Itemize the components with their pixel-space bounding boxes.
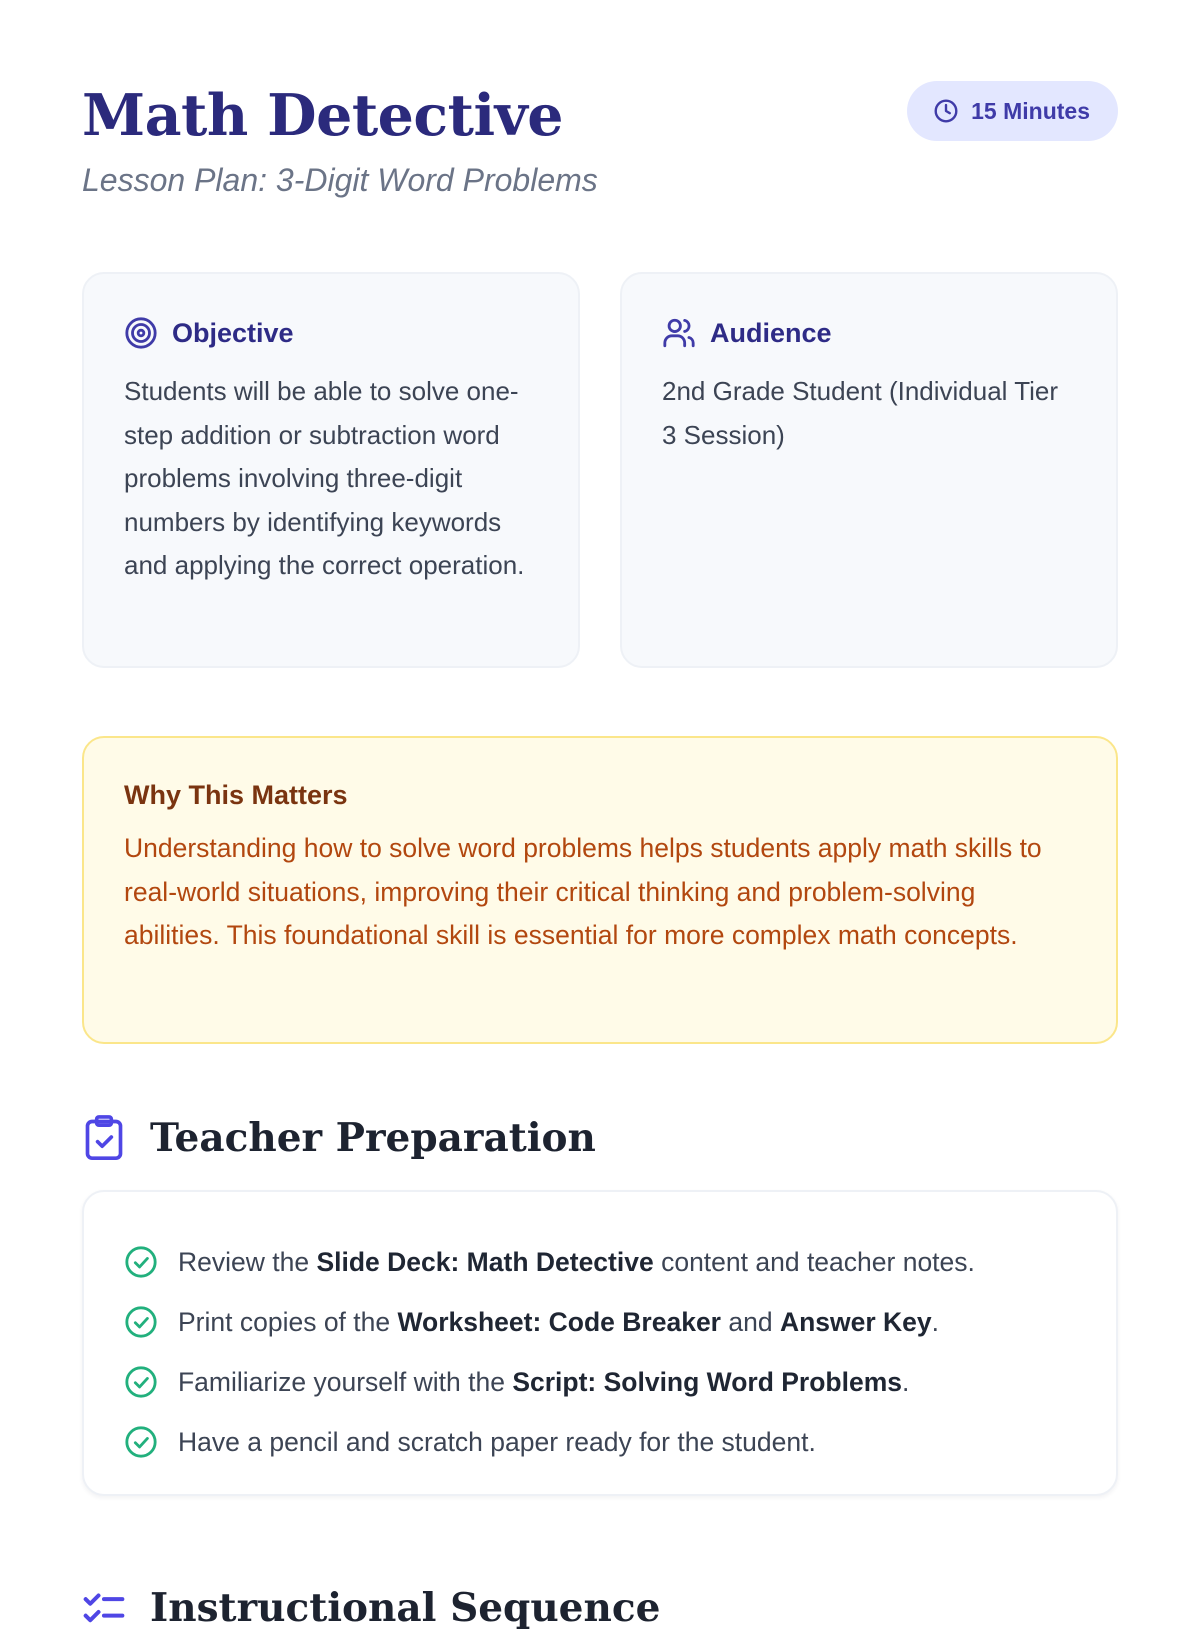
- instructional-sequence-heading: [82, 1578, 660, 1638]
- check-circle-icon: [124, 1425, 158, 1459]
- prep-item-text: [178, 1427, 816, 1458]
- info-cards: [82, 272, 1118, 668]
- prep-item-segment: Print copies of the: [178, 1306, 398, 1337]
- prep-item-text: [178, 1247, 975, 1278]
- teacher-prep-heading: [82, 1114, 1118, 1162]
- callout-text: Understanding how to solve word problems helps students apply math skills to real-world situations, improving their critical thinking and problem-solving abilities. This foundational skill is essential for more complex math concepts.: [124, 833, 1042, 950]
- why-this-matters-callout: [82, 736, 1118, 1044]
- objective-card: [82, 272, 580, 668]
- prep-item-emphasis: Slide Deck: Math Detective: [316, 1246, 654, 1277]
- list-checks-icon: [82, 1590, 126, 1634]
- check-circle-icon: [124, 1245, 158, 1279]
- audience-title: Audience: [710, 317, 832, 348]
- prep-checklist: [124, 1232, 1076, 1472]
- prep-item-segment: Review the: [178, 1246, 317, 1277]
- audience-card: [620, 272, 1118, 668]
- check-circle-icon: [124, 1365, 158, 1399]
- objective-title: Objective: [172, 317, 294, 348]
- list-item: [124, 1232, 1076, 1292]
- prep-item-segment: Have a pencil and scratch paper ready for the student.: [178, 1426, 816, 1457]
- page-subtitle: Lesson Plan: 3-Digit Word Problems: [82, 162, 598, 198]
- duration-badge: [907, 81, 1118, 141]
- section-title: Instructional Sequence: [150, 1585, 661, 1631]
- lesson-header: [82, 0, 1118, 200]
- prep-item-emphasis: Worksheet: Code Breaker: [397, 1306, 721, 1337]
- prep-item-emphasis: Script: Solving Word Problems: [512, 1366, 903, 1397]
- clock-icon: [933, 98, 959, 124]
- prep-item-text: [178, 1307, 939, 1338]
- page-title: Math Detective: [82, 82, 564, 149]
- section-title: Teacher Preparation: [150, 1115, 596, 1161]
- prep-item-segment: and: [721, 1306, 780, 1337]
- prep-item-segment: .: [931, 1306, 940, 1337]
- teacher-prep-card: [82, 1190, 1118, 1496]
- prep-item-emphasis: Answer Key: [779, 1306, 932, 1337]
- check-circle-icon: [124, 1305, 158, 1339]
- list-item: [124, 1412, 1076, 1472]
- list-item: [124, 1292, 1076, 1352]
- prep-item-text: [178, 1367, 909, 1398]
- users-icon: [662, 316, 696, 350]
- clipboard-check-icon: [82, 1114, 126, 1162]
- prep-item-segment: content and teacher notes.: [653, 1246, 975, 1277]
- objective-text: Students will be able to solve one-step addition or subtraction word problems involving three-digit numbers by identifying keywords and applying the correct operation.: [124, 376, 525, 580]
- audience-text: 2nd Grade Student (Individual Tier 3 Session): [662, 376, 1059, 450]
- audience-header: [662, 316, 1076, 350]
- callout-title: Why This Matters: [124, 780, 348, 810]
- duration-label: 15 Minutes: [971, 97, 1090, 124]
- list-item: [124, 1352, 1076, 1412]
- prep-item-segment: .: [902, 1366, 910, 1397]
- prep-item-segment: Familiarize yourself with the: [178, 1366, 513, 1397]
- objective-header: [124, 316, 538, 350]
- target-icon: [124, 316, 158, 350]
